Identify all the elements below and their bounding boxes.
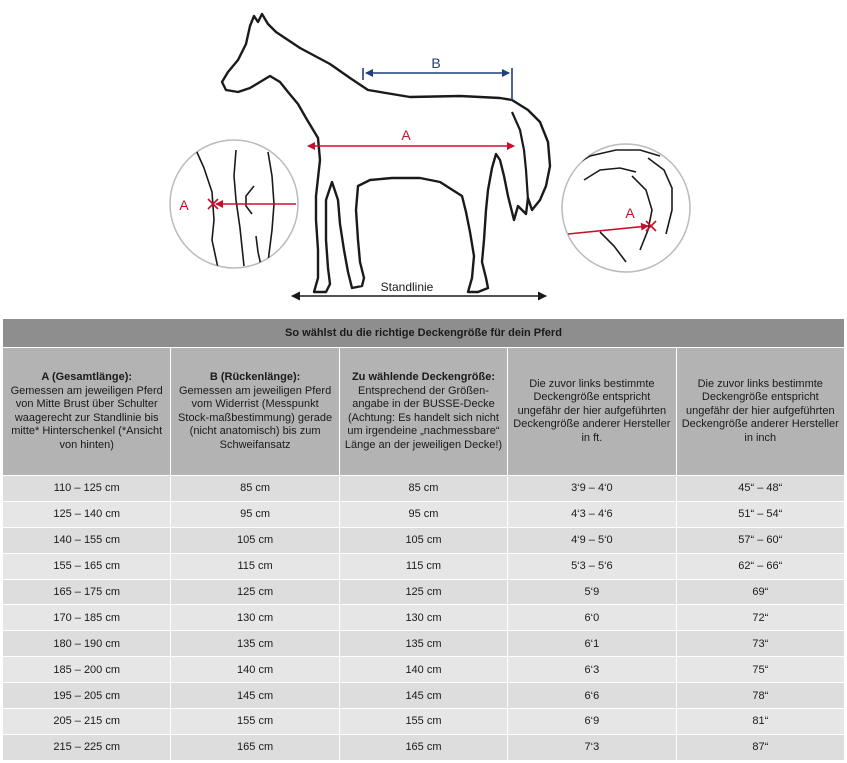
header-text: Die zuvor links bestimmte Deckengröße entspricht ungefähr der hier aufgeführten Deckengröße anderer Hersteller in ft.: [513, 377, 671, 444]
table-cell: 145 cm: [171, 683, 339, 709]
table-row: [3, 579, 845, 605]
table-cell: 140 cm: [339, 657, 507, 683]
table-cell: 215 – 225 cm: [3, 734, 171, 760]
table-cell: 6‘1: [508, 631, 676, 657]
header-bold: Zu wählende Deckengröße:: [351, 371, 495, 383]
header-text: Entsprechend der Größen-angabe in der BUSSE-Decke (Achtung: Es handelt sich nicht um irgendeine „nachmessbare“ Länge an der jeweiligen Decke!): [344, 384, 503, 451]
table-cell: 6‘0: [508, 605, 676, 631]
header-text: Gemessen am jeweiligen Pferd von Mitte Brust über Schulter waagerecht zur Standlinie bis mitte* Hinterschenkel (*Ansicht von hinten): [10, 384, 163, 451]
table-row: [3, 709, 845, 735]
table-cell: 185 – 200 cm: [3, 657, 171, 683]
table-cell: 115 cm: [171, 553, 339, 579]
table-cell: 125 cm: [171, 579, 339, 605]
header-text: Die zuvor links bestimmte Deckengröße entspricht ungefähr der hier aufgeführten Deckengröße anderer Hersteller in inch: [681, 377, 839, 444]
table-cell: 155 – 165 cm: [3, 553, 171, 579]
header-ft: [508, 348, 676, 476]
table-cell: 81“: [676, 709, 844, 735]
header-inch: [676, 348, 844, 476]
table-cell: 4‘9 – 5‘0: [508, 527, 676, 553]
header-a: [3, 348, 171, 476]
label-standline: Standlinie: [380, 280, 434, 294]
table-cell: 6‘3: [508, 657, 676, 683]
table-cell: 170 – 185 cm: [3, 605, 171, 631]
table-row: [3, 683, 845, 709]
table-cell: 62“ – 66“: [676, 553, 844, 579]
chest-detail-circle: [170, 140, 298, 270]
table-cell: 110 – 125 cm: [3, 476, 171, 502]
label-a-left: A: [179, 197, 189, 213]
table-cell: 4‘3 – 4‘6: [508, 501, 676, 527]
label-a: A: [401, 127, 411, 143]
table-cell: 135 cm: [339, 631, 507, 657]
table-row: [3, 605, 845, 631]
header-text: Gemessen am jeweiligen Pferd vom Widerrist (Messpunkt Stock-maßbestimmung) gerade (nicht anatomisch) bis zum Schweifansatz: [178, 384, 333, 451]
table-cell: 5‘3 – 5‘6: [508, 553, 676, 579]
table-cell: 165 cm: [339, 734, 507, 760]
table-cell: 135 cm: [171, 631, 339, 657]
table-cell: 145 cm: [339, 683, 507, 709]
header-size: [339, 348, 507, 476]
table-cell: 45“ – 48“: [676, 476, 844, 502]
table-cell: 6‘6: [508, 683, 676, 709]
table-title: So wählst du die richtige Deckengröße für dein Pferd: [3, 319, 845, 348]
table-row: [3, 657, 845, 683]
table-cell: 140 cm: [171, 657, 339, 683]
table-cell: 73“: [676, 631, 844, 657]
table-cell: 105 cm: [171, 527, 339, 553]
table-cell: 140 – 155 cm: [3, 527, 171, 553]
table-cell: 78“: [676, 683, 844, 709]
table-cell: 115 cm: [339, 553, 507, 579]
table-cell: 75“: [676, 657, 844, 683]
table-cell: 130 cm: [339, 605, 507, 631]
table-cell: 57“ – 60“: [676, 527, 844, 553]
table-row: [3, 476, 845, 502]
table-cell: 195 – 205 cm: [3, 683, 171, 709]
header-bold: A (Gesamtlänge):: [41, 371, 133, 383]
table-cell: 85 cm: [339, 476, 507, 502]
horse-tail: [512, 112, 528, 200]
table-row: [3, 553, 845, 579]
table-row: [3, 631, 845, 657]
table-cell: 5‘9: [508, 579, 676, 605]
label-a-right: A: [625, 205, 635, 221]
table-cell: 125 – 140 cm: [3, 501, 171, 527]
table-body: [3, 476, 845, 761]
table-cell: 130 cm: [171, 605, 339, 631]
table-cell: 72“: [676, 605, 844, 631]
table-cell: 155 cm: [339, 709, 507, 735]
table-row: [3, 501, 845, 527]
table-cell: 105 cm: [339, 527, 507, 553]
horse-measurement-diagram: [0, 0, 847, 318]
table-cell: 6‘9: [508, 709, 676, 735]
table-cell: 205 – 215 cm: [3, 709, 171, 735]
table-row: [3, 734, 845, 760]
table-cell: 155 cm: [171, 709, 339, 735]
table-cell: 180 – 190 cm: [3, 631, 171, 657]
table-row: [3, 527, 845, 553]
table-cell: 95 cm: [339, 501, 507, 527]
header-b: [171, 348, 339, 476]
header-row: [3, 348, 845, 476]
table-cell: 125 cm: [339, 579, 507, 605]
size-table: [2, 318, 845, 761]
label-b: B: [431, 55, 441, 71]
table-cell: 69“: [676, 579, 844, 605]
table-cell: 7‘3: [508, 734, 676, 760]
table-cell: 165 cm: [171, 734, 339, 760]
table-cell: 3‘9 – 4‘0: [508, 476, 676, 502]
table-cell: 165 – 175 cm: [3, 579, 171, 605]
table-cell: 51“ – 54“: [676, 501, 844, 527]
table-cell: 85 cm: [171, 476, 339, 502]
header-bold: B (Rückenlänge):: [209, 371, 301, 383]
table-cell: 87“: [676, 734, 844, 760]
table-cell: 95 cm: [171, 501, 339, 527]
